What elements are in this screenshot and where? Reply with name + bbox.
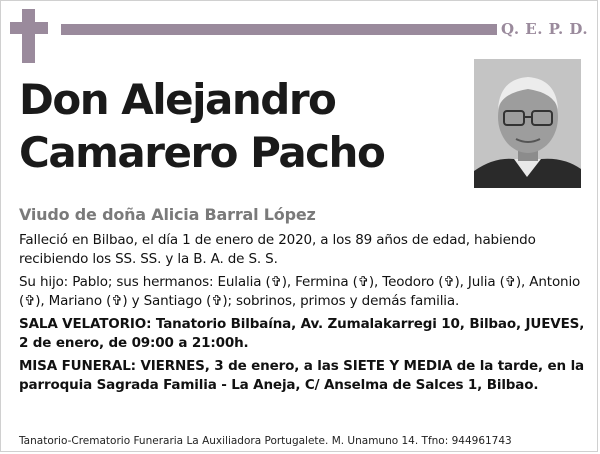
header-divider-bar — [61, 24, 497, 35]
widow-of-line: Viudo de doña Alicia Barral López — [19, 205, 316, 224]
funeral-home-footer: Tanatorio-Crematorio Funeraria La Auxiliadora Portugalete. M. Unamuno 14. Tfno: 944961743 — [19, 435, 512, 447]
portrait-photo — [474, 59, 581, 188]
family-paragraph: Su hijo: Pablo; sus hermanos: Eulalia (✞), Fermina (✞), Teodoro (✞), Julia (✞), Antonio (✞), Mariano (✞) y Santiago (✞); sobrinos, primos y demás familia. — [19, 274, 581, 309]
deceased-name — [19, 73, 459, 179]
wake-paragraph: SALA VELATORIO: Tanatorio Bilbaína, Av. Zumalakarregi 10, Bilbao, JUEVES, 2 de enero, de 09:00 a 21:00h. — [19, 316, 585, 351]
name-line-2: Camarero Pacho — [19, 128, 385, 177]
qepd-label: Q. E. P. D. — [501, 20, 589, 38]
death-paragraph: Falleció en Bilbao, el día 1 de enero de 2020, a los 89 años de edad, habiendo recibiendo los SS. SS. y la B. A. de S. S. — [19, 232, 536, 267]
funeral-paragraph: MISA FUNERAL: VIERNES, 3 de enero, a las SIETE Y MEDIA de la tarde, en la parroquia Sagrada Familia - La Aneja, C/ Anselma de Salces 1, Bilbao. — [19, 358, 585, 393]
obituary-text — [19, 231, 591, 399]
name-line-1: Don Alejandro — [19, 75, 336, 124]
